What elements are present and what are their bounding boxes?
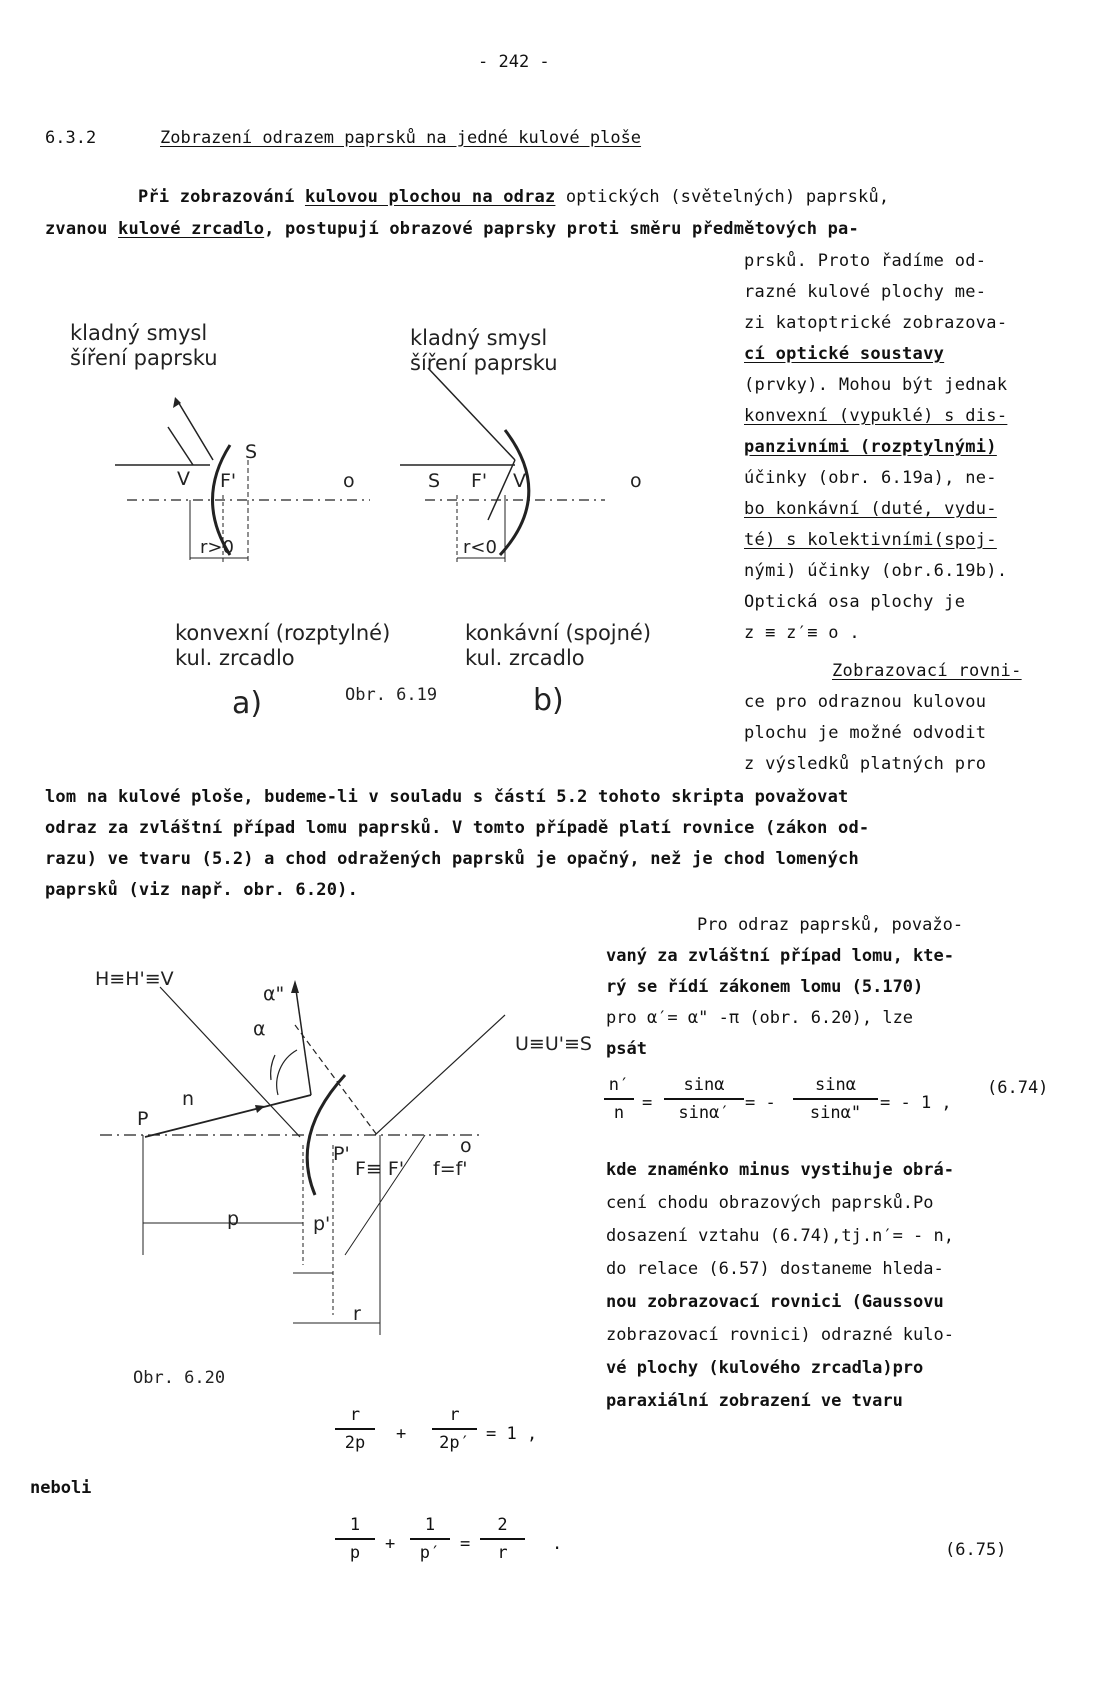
right-line: nými) účinky (obr.6.19b). — [744, 561, 1008, 581]
right-line: razné kulové plochy me- — [744, 282, 987, 302]
right-line: zi katoptrické zobrazova- — [744, 313, 1008, 333]
fig19-b-V: V — [513, 470, 526, 492]
fig19-ray — [428, 368, 515, 460]
intro-text: Při zobrazování — [138, 187, 305, 207]
right3-line: dosazení vztahu (6.74),tj.n′= - n, — [606, 1226, 954, 1246]
fig20-normal — [295, 1025, 377, 1135]
fig20-p: p — [227, 1208, 240, 1230]
eqB-plus: + — [385, 1534, 396, 1554]
eq-den: p′ — [419, 1543, 441, 1563]
fig19-ray-out — [488, 460, 515, 520]
right3-line: kde znaménko minus vystihuje obrá- — [606, 1160, 954, 1180]
eq-den: p — [349, 1543, 361, 1563]
intro-line-2 — [45, 219, 1065, 239]
eqA-tail: = 1 , — [486, 1424, 538, 1444]
body-line: paprsků (viz např. obr. 6.20). — [45, 880, 359, 900]
intro-text: zvanou — [45, 219, 119, 239]
right-line: z výsledků platných pro — [744, 754, 987, 774]
eq-den: sinα′ — [678, 1103, 730, 1123]
fig19-cap-a2: kul. zrcadlo — [175, 646, 295, 670]
right2-line: psát — [606, 1039, 647, 1059]
eq-num: r — [449, 1405, 460, 1425]
eq674-eq2: = - — [745, 1093, 776, 1113]
right2-line: Pro odraz paprsků, považo- — [697, 915, 964, 935]
eqA-plus: + — [396, 1424, 407, 1444]
figure-6-19 — [45, 300, 705, 720]
fig20-HHV: H≡H'≡V — [95, 968, 174, 990]
right3-line: zobrazovací rovnici) odrazné kulo- — [606, 1325, 954, 1345]
fig20-ray-n — [145, 1095, 311, 1137]
fig19-a-r: r>0 — [200, 537, 234, 558]
right3-line: cení chodu obrazových paprsků.Po — [606, 1193, 934, 1213]
eqB-dot: . — [552, 1534, 563, 1554]
intro-text: , postupují obrazové paprsky proti směru předmětových pa- — [264, 219, 859, 239]
term-kulova-plocha: kulovou plochou na odraz — [304, 187, 556, 207]
fig19-a-S: S — [245, 441, 258, 463]
right-line: ce pro odraznou kulovou — [744, 692, 987, 712]
arrow-icon — [291, 980, 299, 993]
fig19-caption: Obr. 6.19 — [345, 685, 438, 705]
fig20-angle-arc — [277, 1050, 297, 1095]
fig19-ray-out — [177, 400, 213, 460]
eqB-frac-3 — [480, 1515, 525, 1563]
eq-num: sinα — [683, 1075, 725, 1095]
fig20-n: n — [182, 1088, 195, 1110]
fig19-label-b2: šíření paprsku — [410, 351, 558, 375]
fig19-cap-b2: kul. zrcadlo — [465, 646, 585, 670]
eq674-eq1: = — [642, 1093, 653, 1113]
fig20-Pp: P' — [333, 1143, 350, 1165]
eqA-frac-2 — [432, 1405, 477, 1453]
eq-num: 2 — [497, 1515, 508, 1535]
fig20-r: r — [353, 1303, 361, 1325]
fig19-b-F: F' — [471, 470, 488, 492]
fig19-label-b1: kladný smysl — [410, 326, 548, 350]
right2-line: rý se řídí zákonem lomu (5.170) — [606, 977, 924, 997]
eqB-frac-1 — [335, 1515, 375, 1563]
right3-line: nou zobrazovací rovnici (Gaussovu — [606, 1292, 944, 1312]
fig20-alpha: α — [253, 1018, 266, 1040]
eq-den: sinα" — [809, 1103, 862, 1123]
fig20-caption: Obr. 6.20 — [133, 1368, 226, 1388]
fig20-ray-reflected — [295, 983, 311, 1095]
fig19-cap-b1: konkávní (spojné) — [465, 621, 652, 645]
fig19-label-a2: šíření paprsku — [70, 346, 218, 370]
fig19-a-o: o — [343, 470, 355, 492]
eq-num: n′ — [608, 1075, 630, 1095]
right2-line: pro α′= α" -π (obr. 6.20), lze — [606, 1008, 914, 1028]
fig19-ray — [168, 427, 193, 465]
fig20-line-US — [375, 1015, 505, 1135]
fig20-ff: f=f' — [433, 1158, 468, 1180]
eq-den: 2p′ — [439, 1433, 470, 1453]
right-line: z ≡ z′≡ o . — [744, 623, 860, 643]
eq-num: r — [349, 1405, 361, 1425]
fig20-alpha2: α" — [263, 983, 285, 1005]
eqB-frac-2 — [410, 1515, 450, 1563]
fig20-o: o — [460, 1135, 472, 1157]
right-line: panzivními (rozptylnými) — [744, 437, 997, 457]
section-number: 6.3.2 — [45, 128, 97, 148]
eq674-frac-sin1 — [664, 1075, 744, 1123]
neboli: neboli — [30, 1478, 92, 1498]
body-line: razu) ve tvaru (5.2) a chod odražených paprsků je opačný, než je chod lomených — [45, 849, 859, 869]
fig20-P: P — [137, 1108, 149, 1130]
eqB-eq: = — [460, 1534, 471, 1554]
page-number: - 242 - — [478, 52, 550, 72]
fig19-letter-b: b) — [533, 683, 564, 718]
fig19-b-S: S — [428, 470, 441, 492]
eq-num: 1 — [424, 1515, 436, 1535]
eq674-frac-sin2 — [793, 1075, 878, 1123]
eqB-label: (6.75) — [945, 1540, 1007, 1560]
eq-den: r — [497, 1543, 508, 1563]
eq674-frac-n — [604, 1075, 634, 1123]
right-line: prsků. Proto řadíme od- — [744, 251, 987, 271]
right-line: Optická osa plochy je — [744, 592, 966, 612]
arrow-icon — [255, 1105, 265, 1113]
fig19-a-V: V — [177, 468, 190, 490]
term-kulove-zrcadlo: kulové zrcadlo — [118, 219, 265, 239]
eq-den: n — [613, 1103, 625, 1123]
section-title: Zobrazení odrazem paprsků na jedné kulové ploše — [160, 128, 642, 148]
fig20-line — [345, 1135, 425, 1255]
fig19-label-a1: kladný smysl — [70, 321, 208, 345]
body-line: lom na kulové ploše, budeme-li v souladu s částí 5.2 tohoto skripta považovat — [45, 787, 849, 807]
fig19-b-r: r<0 — [463, 537, 497, 558]
right-line: (prvky). Mohou být jednak — [744, 375, 1008, 395]
right-line: plochu je možné odvodit — [744, 723, 987, 743]
right3-line: do relace (6.57) dostaneme hleda- — [606, 1259, 944, 1279]
right3-line: vé plochy (kulového zrcadla)pro — [606, 1358, 924, 1378]
right3-line: paraxiální zobrazení ve tvaru — [606, 1391, 903, 1411]
arrow-icon — [173, 397, 181, 408]
intro-text: optických (světelných) paprsků, — [555, 187, 890, 207]
eq-den: 2p — [344, 1433, 366, 1453]
fig19-a-F: F' — [220, 470, 237, 492]
fig19-letter-a: a) — [232, 686, 263, 721]
figure-6-20 — [85, 955, 605, 1395]
eqA-frac-1 — [335, 1405, 375, 1453]
fig19-b-o: o — [630, 470, 642, 492]
fig20-FF: F≡ F' — [355, 1158, 405, 1180]
right-line: cí optické soustavy — [744, 344, 945, 364]
body-line: odraz za zvláštní případ lomu paprsků. V tomto případě platí rovnice (zákon od- — [45, 818, 870, 838]
eq674-label: (6.74) — [987, 1078, 1049, 1098]
right-line: konvexní (vypuklé) s dis- — [744, 406, 1008, 426]
eq674-tail: = - 1 , — [880, 1093, 952, 1113]
right-line: té) s kolektivními(spoj- — [744, 530, 997, 550]
right2-line: vaný za zvláštní případ lomu, kte- — [606, 946, 954, 966]
fig20-UUS: U≡U'≡S — [515, 1033, 592, 1055]
eq-num: 1 — [349, 1515, 361, 1535]
eq-num: sinα — [815, 1075, 856, 1095]
fig20-line-HV — [160, 987, 300, 1137]
right-line: účinky (obr. 6.19a), ne- — [744, 468, 997, 488]
intro-line-1 — [138, 187, 1093, 207]
fig20-pp: p' — [313, 1213, 331, 1235]
fig20-angle-arc — [271, 1055, 275, 1080]
right-line: bo konkávní (duté, vydu- — [744, 499, 997, 519]
fig19-cap-a1: konvexní (rozptylné) — [175, 621, 391, 645]
right-line: Zobrazovací rovni- — [832, 661, 1022, 681]
